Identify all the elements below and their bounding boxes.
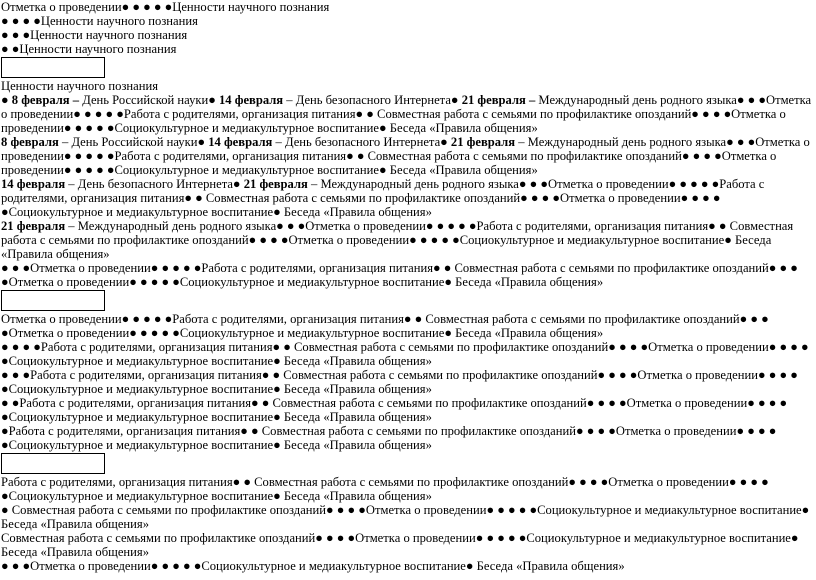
text-paragraph xyxy=(1,177,814,219)
text-paragraph xyxy=(1,93,814,135)
bold-date-text: 21 февраля xyxy=(243,177,308,191)
text-paragraph xyxy=(1,475,814,503)
text-run: ● ● ●Отметка о проведении● ● ● ● ●Работа с родителями, организация питания● ● Совместная работа с семьями по профилактике опозданий● ● ● ●Отметка о проведении● ● ● ● ●Социокультурное и медиакультурное воспитание● Беседа «Правила общения» xyxy=(1,261,798,289)
text-run: – Международный день родного языка● ● ●Отметка о проведении● ● ● ● ●Работа с родителями, организация питания● ● Совместная работа с семьями по профилактике опозданий● ● ● ●Отметка о проведении● ● ● ● ●Социокультурное и медиакультурное воспитание● Беседа «Правила общения» xyxy=(1,219,794,261)
bold-date-text: 21 февраля – xyxy=(461,93,539,107)
text-paragraph xyxy=(1,312,814,340)
text-run: ● ●Работа с родителями, организация питания● ● Совместная работа с семьями по профилактике опозданий● ● ● ●Отметка о проведении● ● ● ● ●Социокультурное и медиакультурное воспитание● Беседа «Правила общения» xyxy=(1,396,788,424)
text-run: ● ● ●Отметка о проведении● ● ● ● ●Социокультурное и медиакультурное воспитание● Беседа «Правила общения» xyxy=(1,559,625,573)
text-run: – День безопасного Интернета● xyxy=(272,135,451,149)
text-paragraph xyxy=(1,219,814,261)
text-paragraph xyxy=(1,531,814,559)
bold-date-text: 8 февраля – xyxy=(11,93,83,107)
text-paragraph xyxy=(1,424,814,452)
text-run: Отметка о проведении● ● ● ● ●Ценности научного познания xyxy=(1,0,330,14)
bold-date-text: 8 февраля xyxy=(1,135,59,149)
bold-date-text: 14 февраля xyxy=(218,93,284,107)
text-paragraph xyxy=(1,135,814,177)
text-paragraph xyxy=(1,261,814,289)
bold-date-text: 14 февраля xyxy=(208,135,273,149)
text-paragraph xyxy=(1,28,814,42)
text-run: – День Российской науки● xyxy=(58,135,209,149)
text-paragraph xyxy=(1,14,814,28)
text-run: ● ●Ценности научного познания xyxy=(1,42,177,56)
text-paragraph xyxy=(1,0,814,14)
text-run: Международный день родного языка● ● ●Отметка о проведении● ● ● ● ●Работа с родителями, организация питания● ● Совместная работа с семьями по профилактике опозданий● ● ● ●Отметка о проведении● ● ● ● ●Социокультурное и медиакультурное воспитание● Беседа «Правила общения» xyxy=(1,93,812,135)
text-run: Ценности научного познания xyxy=(1,79,159,93)
text-run: ● ● ●Ценности научного познания xyxy=(1,28,188,42)
bold-date-text: 21 февраля xyxy=(1,219,66,233)
bold-date-text: 21 февраля xyxy=(450,135,516,149)
text-run: – Международный день родного языка● ● ●Отметка о проведении● ● ● ● ●Работа с родителями, организация питания● ● Совместная работа с семьями по профилактике опозданий● ● ● ●Отметка о проведении● ● ● ● ●Социокультурное и медиакультурное воспитание● Беседа «Правила общения» xyxy=(1,177,765,219)
empty-frame xyxy=(1,57,105,78)
text-paragraph xyxy=(1,340,814,368)
empty-frame xyxy=(1,290,105,311)
text-run: – День безопасного Интернета● xyxy=(283,93,462,107)
text-paragraph xyxy=(1,396,814,424)
text-run: Отметка о проведении● ● ● ● ●Работа с родителями, организация питания● ● Совместная работа с семьями по профилактике опозданий● ● ● ●Отметка о проведении● ● ● ● ●Социокультурное и медиакультурное воспитание● Беседа «Правила общения» xyxy=(1,312,769,340)
empty-frame xyxy=(1,453,105,474)
text-run: – Международный день родного языка● ● ●Отметка о проведении● ● ● ● ●Работа с родителями, организация питания● ● Совместная работа с семьями по профилактике опозданий● ● ● ●Отметка о проведении● ● ● ● ●Социокультурное и медиакультурное воспитание● Беседа «Правила общения» xyxy=(1,135,810,177)
text-paragraph xyxy=(1,79,814,93)
bold-date-text: 14 февраля xyxy=(1,177,66,191)
text-paragraph xyxy=(1,42,814,56)
text-run: – День безопасного Интернета● xyxy=(65,177,244,191)
text-run: ● Совместная работа с семьями по профилактике опозданий● ● ● ●Отметка о проведении● ● ● ● ●Социокультурное и медиакультурное воспитание● Беседа «Правила общения» xyxy=(1,503,810,531)
text-run: День Российской науки● xyxy=(82,93,219,107)
text-paragraph xyxy=(1,503,814,531)
text-paragraph xyxy=(1,368,814,396)
text-run: ● ● ● ●Работа с родителями, организация питания● ● Совместная работа с семьями по профилактике опозданий● ● ● ●Отметка о проведении● ● ● ● ●Социокультурное и медиакультурное воспитание● Беседа «Правила общения» xyxy=(1,340,809,368)
text-run: Работа с родителями, организация питания● ● Совместная работа с семьями по профилактике опозданий● ● ● ●Отметка о проведении● ● ● ● ●Социокультурное и медиакультурное воспитание● Беседа «Правила общения» xyxy=(1,475,769,503)
text-run: ●Работа с родителями, организация питания● ● Совместная работа с семьями по профилактике опозданий● ● ● ●Отметка о проведении● ● ● ● ●Социокультурное и медиакультурное воспитание● Беседа «Правила общения» xyxy=(1,424,777,452)
text-run: ● ● ●Работа с родителями, организация питания● ● Совместная работа с семьями по профилактике опозданий● ● ● ●Отметка о проведении● ● ● ● ●Социокультурное и медиакультурное воспитание● Беседа «Правила общения» xyxy=(1,368,798,396)
text-run: ● ● ● ●Ценности научного познания xyxy=(1,14,198,28)
text-run: ● xyxy=(1,93,12,107)
text-paragraph xyxy=(1,559,814,573)
text-run: Совместная работа с семьями по профилактике опозданий● ● ● ●Отметка о проведении● ● ● ● ●Социокультурное и медиакультурное воспитание● Беседа «Правила общения» xyxy=(1,531,799,559)
